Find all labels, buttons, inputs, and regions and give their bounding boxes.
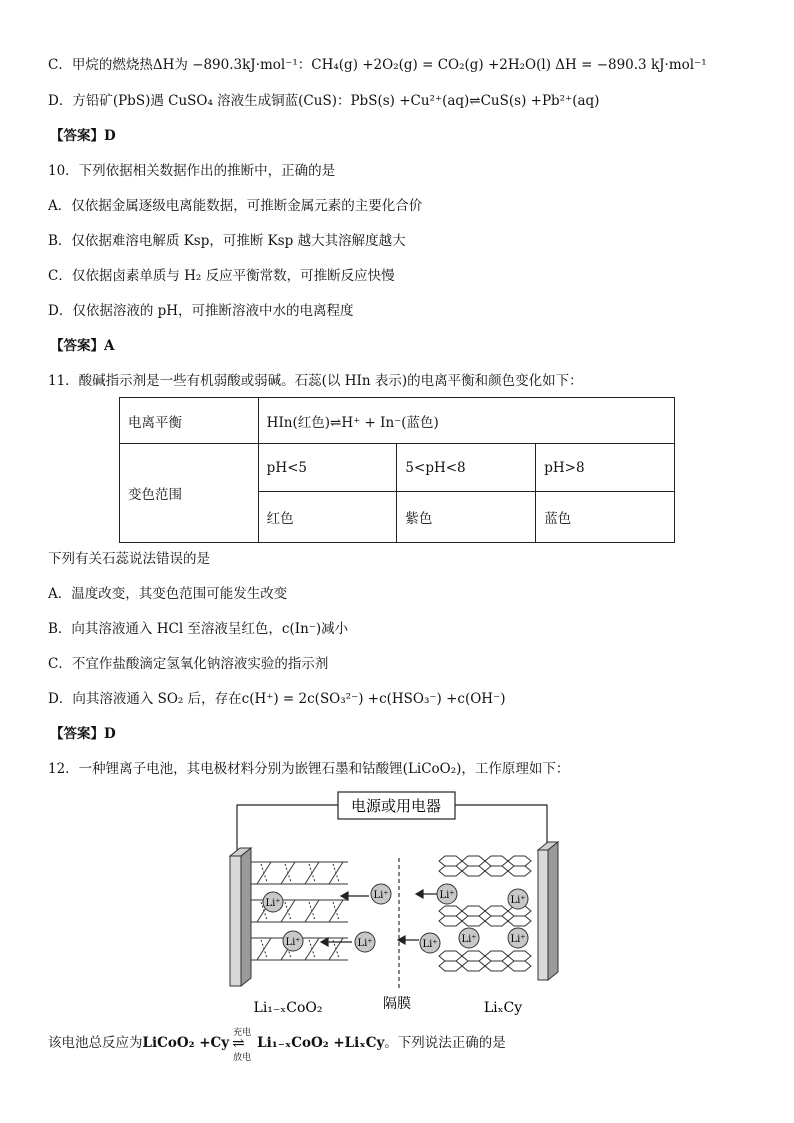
lithium-ion-label: Li⁺: [357, 938, 373, 949]
q9-option-d: D．方铅矿(PbS)遇 CuSO₄ 溶液生成铜蓝(CuS)：PbS(s) +Cu²⁺(aq)⇌CuS(s) +Pb²⁺(aq): [48, 93, 600, 109]
reaction-products: Li₁₋ₓCoO₂ +LiₓCy: [257, 1035, 385, 1051]
q12-reaction-line: [48, 1028, 506, 1063]
equilibrium-arrow-icon: ⇌: [232, 1034, 245, 1052]
q11-question: 下列有关石蕊说法错误的是: [48, 551, 210, 567]
lithium-ion-label: Li⁺: [439, 890, 455, 901]
q12-stem-prefix: 该电池总反应为: [48, 1035, 143, 1051]
right-electrode-side: [548, 842, 558, 980]
table-color-cell: 红色: [258, 492, 397, 543]
left-wire: [237, 805, 338, 856]
graphite-layers: [439, 856, 531, 971]
battery-diagram: [225, 788, 570, 1020]
right-electrode: [538, 850, 548, 980]
table-range-cell: pH<5: [258, 444, 397, 492]
left-electrode: [230, 856, 241, 986]
lithium-ion-label: Li⁺: [285, 937, 301, 948]
q10-option-d: D．仅依据溶液的 pH，可推断溶液中水的电离程度: [48, 303, 354, 319]
table-label-equilibrium: 电离平衡: [120, 398, 259, 444]
q11-option-d: D．向其溶液通入 SO₂ 后，存在c(H⁺) = 2c(SO₃²⁻) +c(HSO₃⁻) +c(OH⁻): [48, 691, 506, 707]
lithium-ion-label: Li⁺: [510, 895, 526, 906]
q9-answer: 【答案】D: [50, 128, 116, 144]
q10-answer: 【答案】A: [50, 338, 115, 354]
q12-stem: 12．一种锂离子电池，其电极材料分别为嵌锂石墨和钴酸锂(LiCoO₂)，工作原理如下：: [48, 761, 570, 777]
q10-option-b: B．仅依据难溶电解质 Ksp，可推断 Ksp 越大其溶解度越大: [48, 233, 406, 249]
q11-answer: 【答案】D: [50, 726, 116, 742]
table-equilibrium-value: HIn(红色)⇌H⁺ + In⁻(蓝色): [258, 398, 674, 444]
left-electrode-side: [241, 848, 251, 986]
q10-stem: 10．下列依据相关数据作出的推断中，正确的是: [48, 163, 336, 179]
power-label: 电源或用电器: [350, 797, 442, 815]
lithium-ion-label: Li⁺: [510, 934, 526, 945]
q12-stem-suffix: 。下列说法正确的是: [384, 1035, 506, 1051]
reaction-reactants: LiCoO₂ +Cy: [142, 1035, 230, 1051]
charge-label: 充电: [233, 1028, 252, 1038]
q11-option-b: B．向其溶液通入 HCl 至溶液呈红色，c(In⁻)减小: [48, 621, 349, 637]
right-electrode-label: LiₓCy: [483, 1000, 523, 1016]
table-range-cell: pH>8: [536, 444, 675, 492]
separator-label: 隔膜: [383, 996, 411, 1012]
litmus-table: [119, 397, 675, 543]
lithium-ion-label: Li⁺: [373, 890, 389, 901]
table-color-cell: 紫色: [397, 492, 536, 543]
q9-option-c: C．甲烷的燃烧热ΔH为 −890.3kJ·mol⁻¹：CH₄(g) +2O₂(g) = CO₂(g) +2H₂O(l) ΔH = −890.3 kJ·mol⁻¹: [48, 57, 707, 73]
left-electrode-label: Li₁₋ₓCoO₂: [253, 1000, 323, 1016]
q11-stem: 11．酸碱指示剂是一些有机弱酸或弱碱。石蕊(以 HIn 表示)的电离平衡和颜色变化如下：: [48, 373, 583, 389]
table-color-cell: 蓝色: [536, 492, 675, 543]
lithium-ion-label: Li⁺: [265, 898, 281, 909]
q11-option-a: A．温度改变，其变色范围可能发生改变: [48, 586, 288, 602]
table-range-cell: 5<pH<8: [397, 444, 536, 492]
table-label-range: 变色范围: [120, 444, 259, 543]
q10-option-c: C．仅依据卤素单质与 H₂ 反应平衡常数，可推断反应快慢: [48, 268, 395, 284]
discharge-label: 放电: [233, 1053, 252, 1063]
q10-option-a: A．仅依据金属逐级电离能数据，可推断金属元素的主要化合价: [48, 198, 423, 214]
lithium-ion-label: Li⁺: [422, 939, 438, 950]
right-wire: [455, 805, 547, 850]
lithium-ion-label: Li⁺: [461, 934, 477, 945]
reaction-arrow: [229, 1028, 257, 1063]
q11-option-c: C．不宜作盐酸滴定氢氧化钠溶液实验的指示剂: [48, 656, 329, 672]
